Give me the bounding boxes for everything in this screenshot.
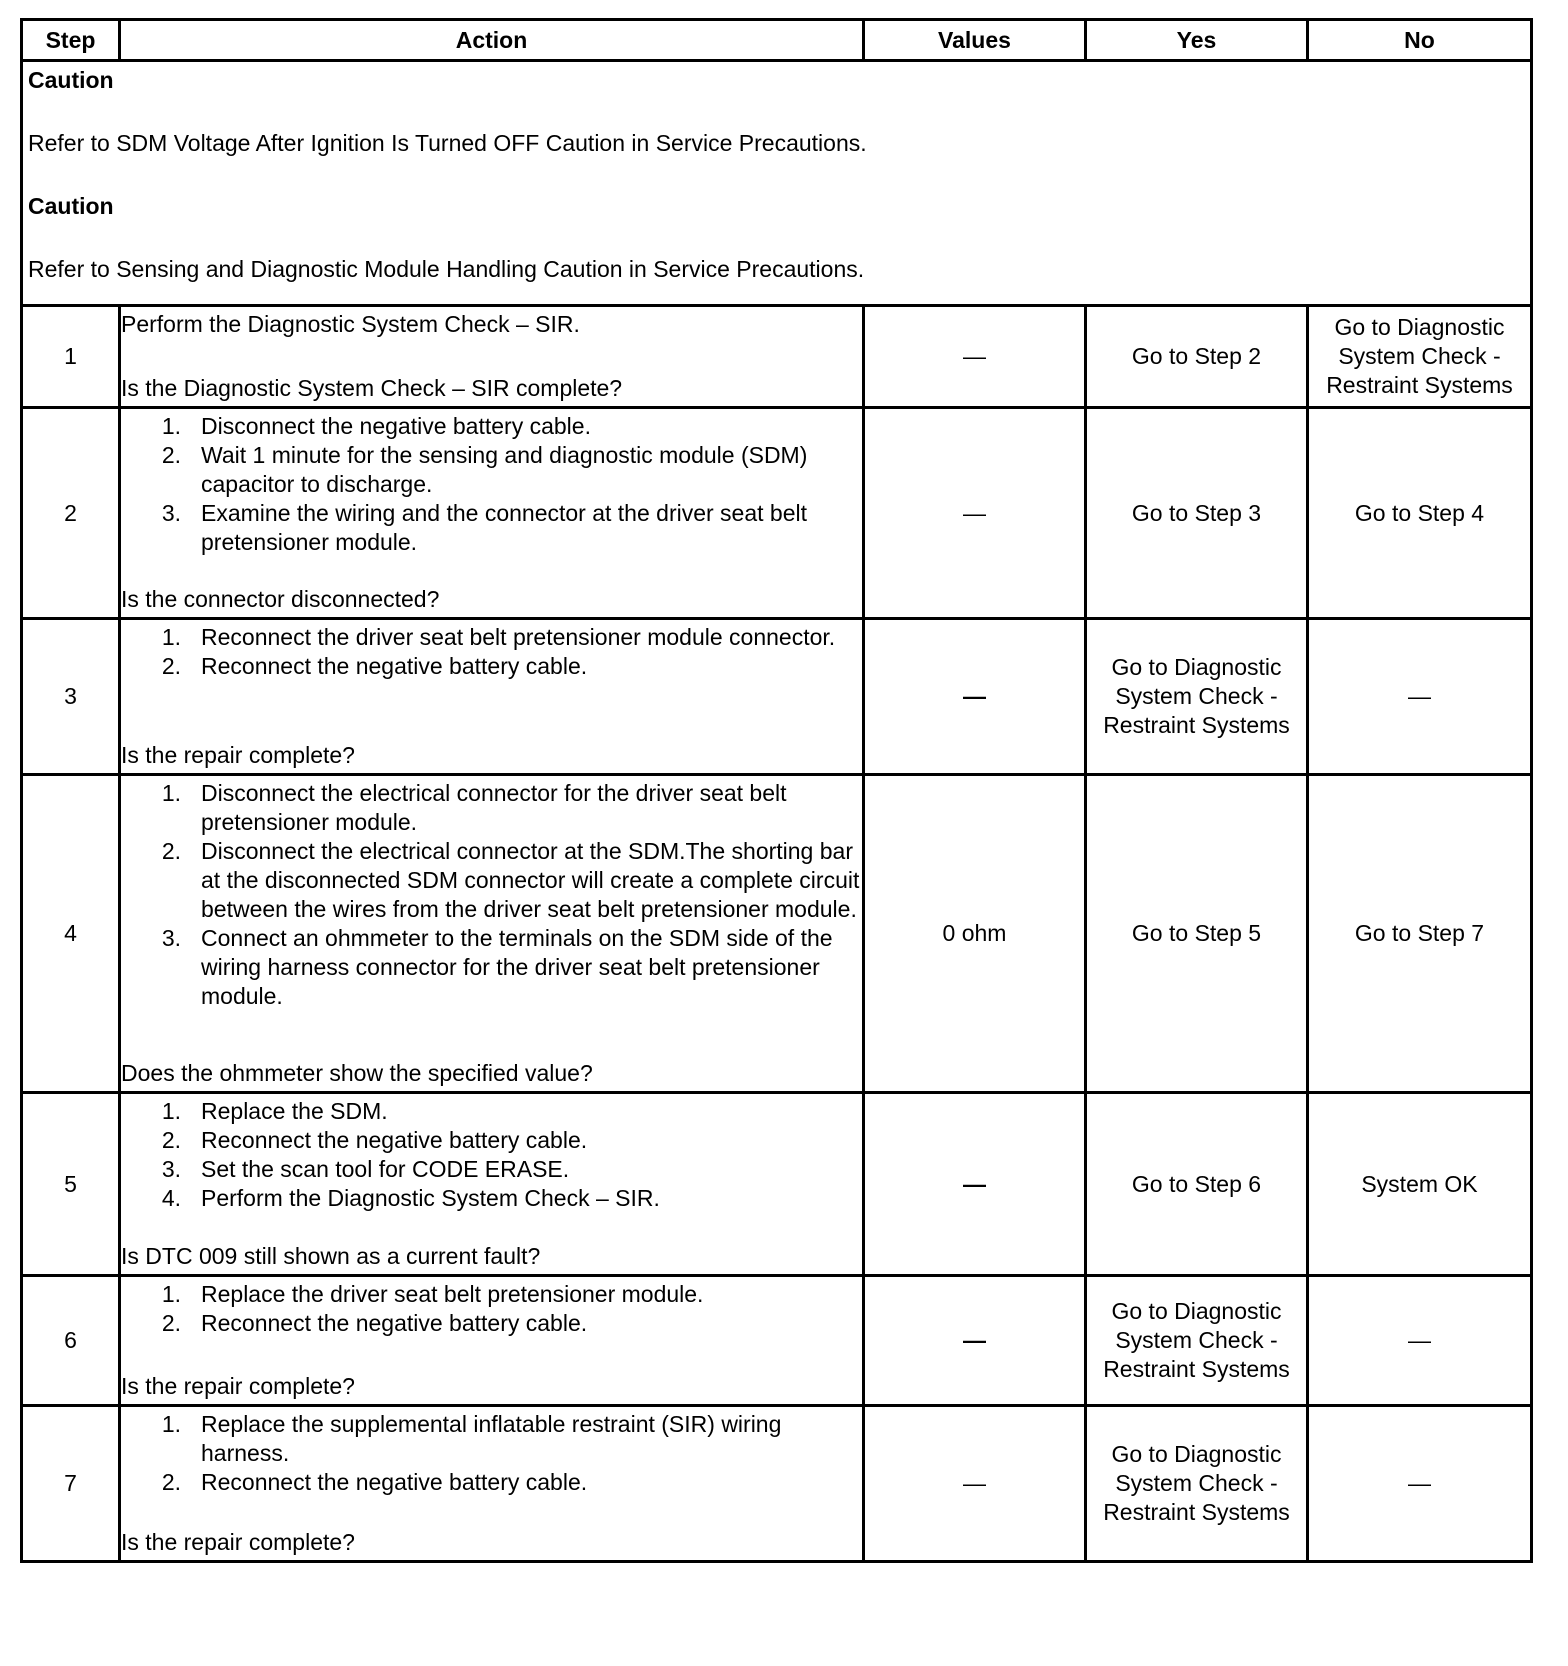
step-number: 7 [22, 1406, 120, 1562]
list-item-text: Replace the driver seat belt pretensioner module. [201, 1281, 704, 1307]
value-text: — [963, 499, 986, 526]
action-question: Is the repair complete? [121, 1529, 355, 1555]
list-item-text: Wait 1 minute for the sensing and diagnostic module (SDM) capacitor to discharge. [201, 442, 808, 497]
list-item-text: Disconnect the electrical connector at the SDM.The shorting bar at the disconnected SDM connector will create a complete circuit between the wires from the driver seat belt pretensioner module. [201, 838, 860, 922]
action-list [121, 1410, 862, 1497]
list-item-number: 3. [161, 925, 181, 951]
list-item-number: 1. [161, 1411, 181, 1437]
action-cell [120, 1276, 864, 1406]
action-cell [120, 408, 864, 619]
list-item-number: 4. [161, 1185, 181, 1211]
list-item-number: 1. [161, 1098, 181, 1124]
no-cell [1308, 1276, 1532, 1406]
list-item-text: Disconnect the negative battery cable. [201, 413, 591, 439]
action-list-item [121, 652, 862, 681]
value-cell [864, 306, 1086, 408]
diagnostic-table-sheet [20, 18, 1530, 1563]
value-text: — [963, 1170, 986, 1197]
step-number: 1 [22, 306, 120, 408]
list-item-text: Perform the Diagnostic System Check – SIR. [201, 1185, 660, 1211]
no-cell [1308, 775, 1532, 1093]
list-item-number: 1. [161, 1281, 181, 1307]
table-row [22, 1276, 1532, 1406]
no-cell [1308, 1406, 1532, 1562]
action-list-item [121, 499, 862, 557]
caution-text: Refer to SDM Voltage After Ignition Is Turned OFF Caution in Service Precautions. [28, 130, 867, 156]
action-content [121, 1410, 862, 1557]
no-text: — [1408, 1327, 1431, 1353]
value-cell [864, 1276, 1086, 1406]
header-no: No [1308, 20, 1532, 61]
action-instructions [121, 623, 862, 681]
action-instructions [121, 1097, 862, 1213]
header-row [22, 20, 1532, 61]
action-list-item [121, 1126, 862, 1155]
yes-cell [1086, 1406, 1308, 1562]
action-list-item [121, 779, 862, 837]
table-row [22, 1093, 1532, 1276]
list-item-text: Reconnect the negative battery cable. [201, 1127, 588, 1153]
yes-cell [1086, 306, 1308, 408]
no-text: — [1408, 1470, 1431, 1496]
value-text: — [963, 1470, 986, 1496]
header-step: Step [22, 20, 120, 61]
list-item-text: Connect an ohmmeter to the terminals on the SDM side of the wiring harness connector for the driver seat belt pretensioner module. [201, 925, 833, 1009]
table-row [22, 408, 1532, 619]
action-cell [120, 775, 864, 1093]
value-text: — [963, 683, 986, 709]
diagnostic-table [20, 18, 1533, 1563]
yes-text: Go to Diagnostic System Check - Restraint Systems [1103, 654, 1290, 738]
value-text: 0 ohm [942, 920, 1007, 946]
list-item-number: 3. [161, 500, 181, 526]
action-cell [120, 306, 864, 408]
action-question: Is DTC 009 still shown as a current fault? [121, 1243, 541, 1269]
action-list-item [121, 412, 862, 441]
table-row [22, 1406, 1532, 1562]
action-question: Is the Diagnostic System Check – SIR complete? [121, 375, 623, 401]
action-list [121, 1280, 862, 1338]
no-text: — [1408, 683, 1431, 709]
list-item-text: Examine the wiring and the connector at the driver seat belt pretensioner module. [201, 500, 808, 555]
no-text: Go to Step 7 [1354, 920, 1485, 946]
list-item-text: Replace the SDM. [201, 1098, 388, 1124]
value-cell [864, 619, 1086, 775]
value-cell [864, 1093, 1086, 1276]
action-question: Is the repair complete? [121, 1373, 355, 1399]
no-cell [1308, 619, 1532, 775]
action-instructions [121, 310, 862, 339]
yes-cell [1086, 408, 1308, 619]
value-cell [864, 1406, 1086, 1562]
caution-title: Caution [28, 67, 114, 93]
value-cell [864, 408, 1086, 619]
yes-text: Go to Step 6 [1131, 1170, 1262, 1197]
list-item-number: 1. [161, 780, 181, 806]
list-item-number: 2. [161, 1469, 181, 1495]
list-item-text: Reconnect the negative battery cable. [201, 1469, 588, 1495]
list-item-number: 2. [161, 1310, 181, 1336]
action-cell [120, 619, 864, 775]
action-question: Is the connector disconnected? [121, 586, 440, 612]
step-number: 4 [22, 775, 120, 1093]
header-yes: Yes [1086, 20, 1308, 61]
list-item-number: 2. [161, 653, 181, 679]
no-cell [1308, 1093, 1532, 1276]
step-number: 6 [22, 1276, 120, 1406]
table-row [22, 619, 1532, 775]
caution-row [22, 61, 1532, 306]
action-content [121, 1280, 862, 1401]
action-list-item [121, 1309, 862, 1338]
action-list [121, 779, 862, 1011]
yes-text: Go to Diagnostic System Check - Restraint Systems [1103, 1298, 1290, 1382]
action-instructions [121, 1410, 862, 1497]
action-list-item [121, 441, 862, 499]
list-item-number: 1. [161, 624, 181, 650]
action-content [121, 412, 862, 614]
action-cell [120, 1093, 864, 1276]
list-item-number: 3. [161, 1156, 181, 1182]
action-content [121, 779, 862, 1088]
no-text: Go to Step 4 [1354, 499, 1485, 526]
list-item-number: 2. [161, 442, 181, 468]
table-row [22, 775, 1532, 1093]
list-item-number: 2. [161, 838, 181, 864]
action-intro: Perform the Diagnostic System Check – SIR. [121, 311, 580, 337]
list-item-number: 2. [161, 1127, 181, 1153]
list-item-text: Replace the supplemental inflatable restraint (SIR) wiring harness. [201, 1411, 782, 1466]
action-list-item [121, 924, 862, 1011]
action-question: Is the repair complete? [121, 742, 355, 768]
list-item-text: Reconnect the driver seat belt pretensioner module connector. [201, 624, 836, 650]
value-text: — [963, 343, 986, 369]
yes-cell [1086, 619, 1308, 775]
action-content [121, 310, 862, 403]
caution-title: Caution [28, 193, 114, 219]
action-list-item [121, 1280, 862, 1309]
step-number: 5 [22, 1093, 120, 1276]
yes-cell [1086, 775, 1308, 1093]
yes-text: Go to Step 3 [1131, 499, 1262, 526]
no-cell [1308, 306, 1532, 408]
header-values: Values [864, 20, 1086, 61]
action-content [121, 623, 862, 770]
action-list-item [121, 837, 862, 924]
action-cell [120, 1406, 864, 1562]
action-instructions [121, 412, 862, 557]
action-list [121, 623, 862, 681]
list-item-text: Set the scan tool for CODE ERASE. [201, 1156, 570, 1182]
list-item-text: Reconnect the negative battery cable. [201, 1310, 588, 1336]
action-list-item [121, 1097, 862, 1126]
action-list-item [121, 1155, 862, 1184]
yes-cell [1086, 1276, 1308, 1406]
action-list [121, 1097, 862, 1213]
yes-cell [1086, 1093, 1308, 1276]
yes-text: Go to Step 2 [1131, 343, 1262, 369]
action-instructions [121, 1280, 862, 1338]
step-number: 2 [22, 408, 120, 619]
value-cell [864, 775, 1086, 1093]
action-list-item [121, 1410, 862, 1468]
no-text: System OK [1361, 1170, 1478, 1197]
list-item-number: 1. [161, 413, 181, 439]
header-action: Action [120, 20, 864, 61]
yes-text: Go to Diagnostic System Check - Restraint Systems [1103, 1441, 1290, 1525]
yes-text: Go to Step 5 [1131, 920, 1262, 946]
caution-text: Refer to Sensing and Diagnostic Module Handling Caution in Service Precautions. [28, 256, 865, 282]
list-item-text: Disconnect the electrical connector for the driver seat belt pretensioner module. [201, 780, 787, 835]
action-question: Does the ohmmeter show the specified value? [121, 1060, 593, 1086]
action-instructions [121, 779, 862, 1011]
action-content [121, 1097, 862, 1271]
no-cell [1308, 408, 1532, 619]
table-row [22, 306, 1532, 408]
value-text: — [963, 1327, 986, 1353]
action-list-item [121, 1184, 862, 1213]
caution-cell [22, 61, 1532, 306]
step-number: 3 [22, 619, 120, 775]
action-list-item [121, 623, 862, 652]
no-text: Go to Diagnostic System Check - Restraint Systems [1326, 314, 1513, 398]
action-list-item [121, 1468, 862, 1497]
list-item-text: Reconnect the negative battery cable. [201, 653, 588, 679]
action-list [121, 412, 862, 557]
